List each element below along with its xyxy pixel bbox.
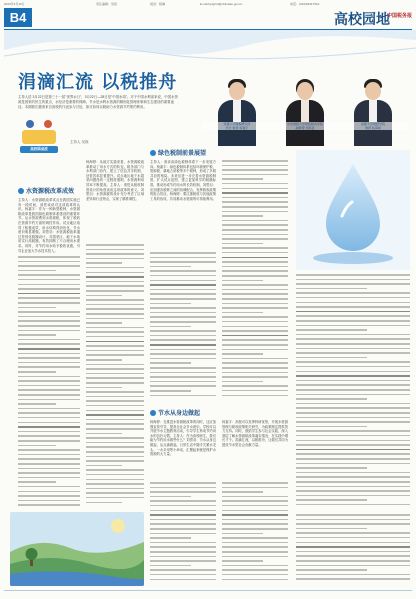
- body-column-2: 杨海婷：从地方实践来看，水资源税改革推动了用水方式的转变。税务部门与水利部门协作，建立了信息共享机制，征管效率显著提升。试点地区地下水超采问题得到一定程度遏制，水资源利用效率不断提高。主持人：请您从税收制度设计的角度谈谈这项改革的意义。刘思羽：水资源税的设计充分考虑了区域差异和行业特点，实现了精准调控。: [86, 160, 144, 201]
- editor-credit: 责任编辑：吴琼: [96, 2, 118, 6]
- section-heading-3: 节水从身边做起: [150, 408, 200, 417]
- guest-caption-2: 中央财经大学财政税务学院 副教授 刘思羽: [270, 122, 340, 130]
- guest-photo-3: [342, 74, 404, 146]
- guest-photo-2: [274, 74, 336, 146]
- guest-photo-1: [206, 74, 268, 146]
- article-headline: 涓滴汇流 以税推舟: [18, 72, 178, 93]
- host-introduction: 主持人语 3月22日是第三十一届"世界水日"，3月22日—28日是"中国水周"。对于中国水利部来说，中国水资源是国家的民生的重点，水经济是重要的保障。节水是水利水资源的精细化管理体制和生态建设的重要途径。本期我们邀请来自高校的代表参与讨论，探讨如何以税助力水资源节约集约利用。: [18, 95, 178, 109]
- section-heading-1: 水资源税改革成效: [18, 186, 74, 195]
- body-column-6: 杨海婷：在推进水资源税改革的同时，还应加强宣传引导，提高全社会节水意识。学校可以开展节水主题教育活动，引导学生养成节约用水的良好习惯。主持人：作为高校师生，我们能为节约用水做些什么？刘思羽：节水从身边做起，从点滴做起。日常生活中随手关紧水龙头、一水多用等小举动，汇聚起来就是保护水资源的大力量。: [150, 420, 216, 457]
- body-column-1: 主持人：水资源税改革试点在我国实施已有一段时间，请您谈谈对这项改革的认识。杨嘉宇：作为一种新型税种，水资源税改革是我国绿色税制体系建设的重要环节。从水资源费到水资源税，体现了税收在资源节约方面的调控作用。试点地区取得了积极成效，用水结构得到优化，节水意识明显增强。刘思羽：水资源税改革通过差别化税额设计，对超采区、地下水取用实行高税额，有效抑制了不合理用水需求。同时，对节约用水给予税收优惠，引导企业加大节水技术投入。: [18, 198, 80, 253]
- body-column-5: [296, 274, 410, 510]
- body-column-7: 杨嘉宇：高校可以发挥科研优势，开展水资源管理与税收政策相关研究，为政策制定提供智力支持。同时，鼓励学生参与社会实践，深入基层了解水资源税改革落实情况，在实践中增长才干。涓滴汇流，以税推舟，让我们共同为建设节水型社会贡献力量。: [222, 420, 288, 447]
- contact-phone: 电话：(010)63417516: [290, 2, 320, 6]
- top-info-bar: [0, 0, 416, 7]
- roundtable-illustration: [18, 110, 60, 154]
- body-column-3: 主持人：请谈谈绿色税制体系下一步发展方向。杨嘉宇：绿色税制体系包括环境保护税、资源税、耕地占用税等多个税种，形成了多税共治的格局。未来应进一步完善水资源税制度，扩大试点范围，建立更加科学的税额标准，推动形成节约用水的长效机制。刘思羽：应加强各税种之间的协调配合，发挥税收政策的组合效应。杨海婷：要注重税收与其他政策工具的协同，共同推动水资源的可持续利用。: [150, 160, 216, 201]
- issue-date: 2023年3月10日: [4, 2, 25, 6]
- leaf-icon: [150, 150, 156, 156]
- paper-logo: 中国税务报: [386, 13, 412, 19]
- roundtable-label: 高校圆桌派: [30, 147, 48, 151]
- design-credit: 视觉：程琳: [150, 2, 166, 6]
- body-column-2-continued: [86, 244, 144, 510]
- landscape-illustration: [10, 512, 144, 586]
- body-column-4: [222, 160, 288, 402]
- body-column-7-continued: [222, 482, 288, 586]
- faucet-icon: [150, 410, 156, 416]
- guest-caption-3: 首都大学财经学院 教授 杨海婷: [338, 122, 408, 130]
- column-title: 高校园地: [334, 12, 390, 28]
- body-column-8: [296, 514, 410, 586]
- page-footer-rule: [4, 590, 412, 591]
- contact-email: E-mail:qnghrd@chinatax.gov.cn: [200, 2, 243, 6]
- page-number: B4: [4, 8, 32, 27]
- body-column-6-continued: [150, 482, 216, 586]
- body-column-1-continued: [18, 256, 80, 510]
- section-heading-2: 绿色税制前景展望: [150, 148, 206, 157]
- guest-caption-1: 特邀大学财税研究所 所长 教授 杨嘉宇: [202, 122, 272, 130]
- water-drop-icon: [18, 188, 24, 194]
- landscape-icon: [10, 512, 144, 586]
- host-editor: 主持人 吴琼: [70, 140, 89, 144]
- guest-portraits: [200, 56, 410, 146]
- water-droplet-illustration: [296, 150, 410, 270]
- body-column-3-continued: [150, 252, 216, 402]
